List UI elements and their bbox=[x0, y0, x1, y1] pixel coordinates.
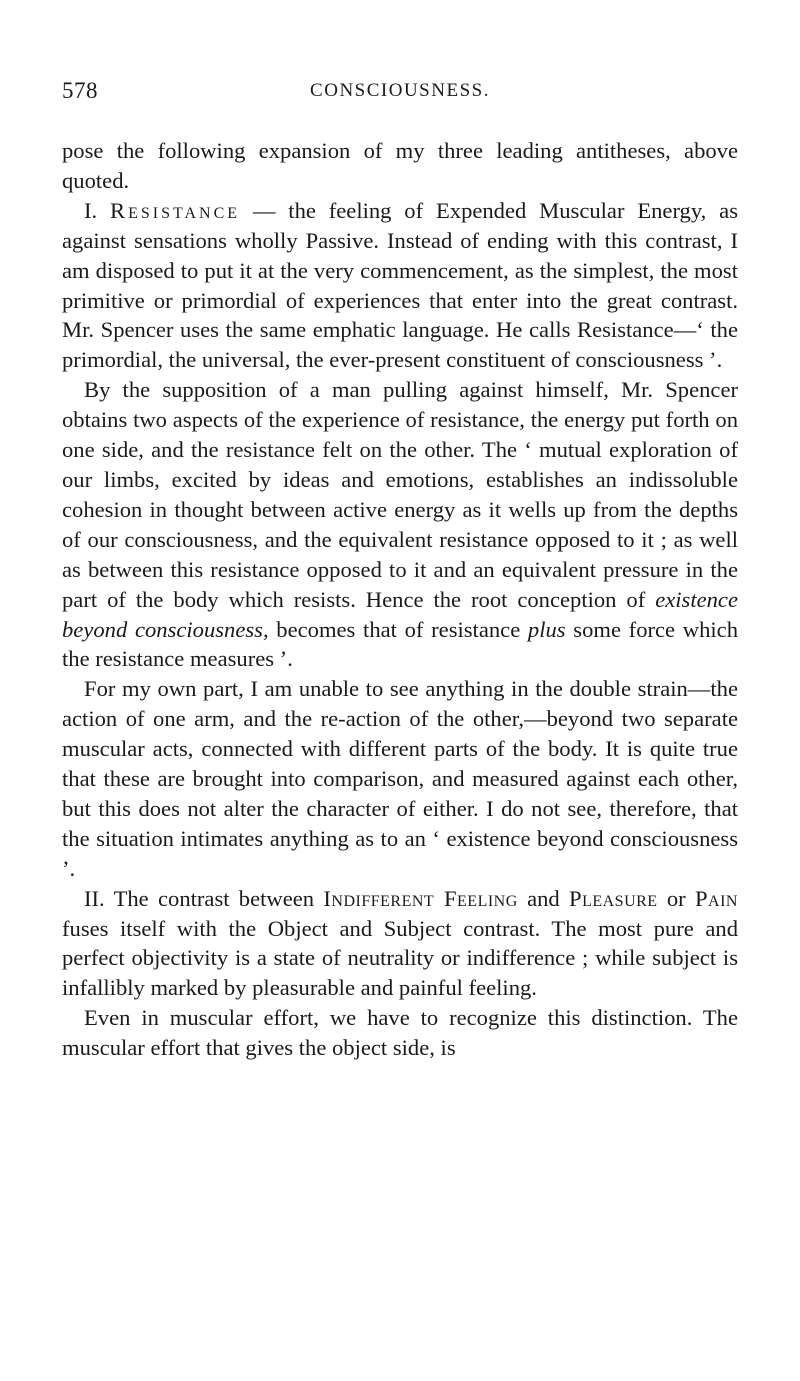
italic-text: existence beyond consciousness, bbox=[62, 586, 738, 642]
text-run: some force which the resistance measures ’. bbox=[62, 616, 738, 672]
paragraph bbox=[62, 674, 738, 883]
page-header bbox=[62, 78, 738, 112]
text-run: Even in muscular effort, we have to recognize this distinction. The muscular effort that gives the object side, is bbox=[62, 1005, 738, 1061]
text-run: I. bbox=[84, 197, 111, 223]
text-run: II. The contrast between bbox=[84, 885, 324, 911]
small-caps-text: Resistance bbox=[110, 197, 241, 223]
paragraph bbox=[62, 136, 738, 196]
italic-text: plus bbox=[527, 616, 566, 642]
paragraph bbox=[62, 884, 738, 1004]
text-run: becomes that of resistance bbox=[268, 616, 528, 642]
small-caps-text: Pain bbox=[694, 885, 738, 911]
small-caps-text: Pleasure bbox=[569, 885, 658, 911]
small-caps-text: Indifferent Feeling bbox=[323, 885, 518, 911]
text-run: or bbox=[657, 885, 695, 911]
text-run: — the feeling of Expended Muscular Energy, as against sensations wholly Passive. Instead of ending with this contrast, I am disposed to put it at the very commencement, as the simplest, the most primitive or primordial of experiences that enter into the great contrast. Mr. Spencer uses the same emphatic language. He calls Resistance—‘ the primordial, the universal, the ever-present constituent of consciousness ’. bbox=[62, 197, 738, 373]
text-run: By the supposition of a man pulling against himself, Mr. Spencer obtains two aspects of the experience of resistance, the energy put forth on one side, and the resistance felt on the other. The ‘ mutual exploration of our limbs, excited by ideas and emotions, establishes an indissoluble cohesion in thought between active energy as it wells up from the depths of our consciousness, and the equivalent resistance opposed to it ; as well as between this resistance opposed to it and an equivalent pressure in the part of the body which resists. Hence the root conception of bbox=[62, 377, 738, 612]
running-title: CONSCIOUSNESS. bbox=[310, 80, 490, 101]
body-text bbox=[62, 136, 738, 1063]
text-run: and bbox=[517, 885, 569, 911]
text-run: pose the following expansion of my three leading antitheses, above quoted. bbox=[62, 138, 738, 193]
text-run: For my own part, I am unable to see anything in the double strain—the action of one arm, and the re-action of the other,—beyond two separate muscular acts, connected with different parts of the body. It is quite true that these are brought into comparison, and measured against each other, but this does not alter the character of either. I do not see, therefore, that the situation intimates anything as to an ‘ existence beyond consciousness ’. bbox=[62, 676, 738, 881]
paragraph bbox=[62, 196, 738, 375]
paragraph bbox=[62, 1003, 738, 1063]
text-run: fuses itself with the Object and Subject contrast. The most pure and perfect objectivity is a state of neutrality or indifference ; while subject is infallibly marked by pleasurable and painful feeling. bbox=[62, 915, 738, 1001]
page-number: 578 bbox=[62, 78, 98, 103]
paragraph bbox=[62, 375, 738, 674]
